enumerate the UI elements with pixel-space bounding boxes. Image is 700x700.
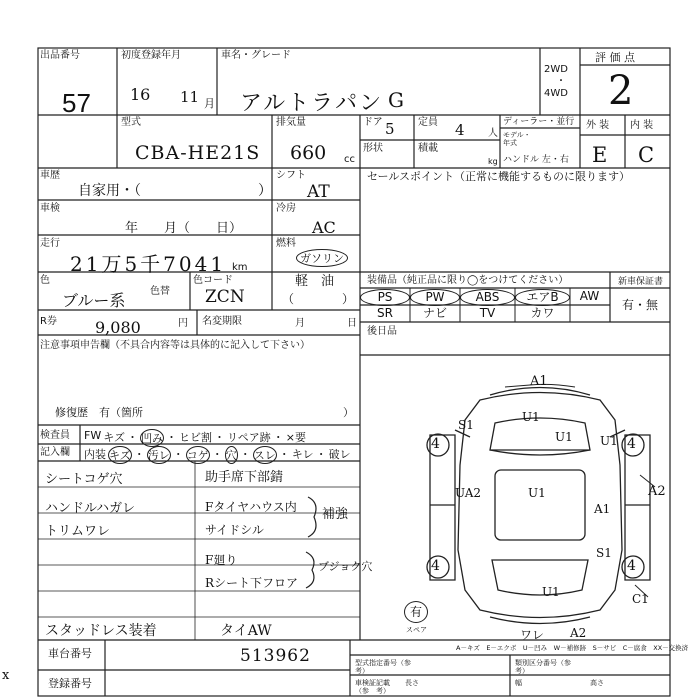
recorder-mark: ・ (172, 448, 184, 461)
equipment-aw: AW (579, 289, 600, 303)
category-label: 類別区分番号（参 考） (515, 659, 578, 675)
shift-value: AT (307, 182, 330, 202)
spare-label: スペア (406, 626, 427, 634)
note-brace (300, 550, 325, 590)
score-label: 評 価 点 (595, 51, 635, 64)
doors-value: 5 (385, 120, 395, 138)
displacement-value: 660 (290, 142, 327, 164)
fuel-diesel: 軽 油 (295, 274, 335, 289)
inspector-mark: ×要 (285, 431, 306, 444)
model-label: 型式 (121, 117, 141, 128)
drive-4wd: 4WD (544, 88, 568, 99)
doors-label: ドア (363, 117, 383, 128)
shift-label: シフト (276, 170, 306, 181)
usage-value: 自家用・（ (78, 183, 141, 199)
inspector-mark: ・ (127, 431, 138, 444)
interior-label: 内 装 (630, 120, 654, 131)
length-label: 長さ (405, 679, 419, 687)
equipment-navi: ナビ (422, 306, 447, 320)
recorder-mark-circled: キズ (108, 446, 132, 464)
diagram-mark: U1 (555, 430, 573, 444)
note-right-7: ブジョク穴 (318, 560, 373, 573)
fuel-label: 燃料 (276, 238, 296, 249)
color-code-label: 色コード (193, 275, 233, 286)
note-right-2: Fタイヤハウス内 (205, 500, 297, 514)
drive-2wd: 2WD (544, 64, 568, 75)
capacity-value: 4 (455, 121, 465, 139)
recorder-label: 記入欄 (40, 447, 70, 458)
equipment-abs: ABS (460, 289, 515, 306)
inspection-date: 年 月（ 日） (125, 221, 243, 236)
handle-label: ハンドル 左・右 (503, 155, 569, 165)
sales-point-label: セールスポイント（正常に機能するものに限ります） (367, 170, 631, 183)
note-line-1: シートコゲ穴 (45, 472, 123, 487)
color-value: ブルー系 (62, 291, 126, 310)
chassis-value: 513962 (240, 646, 311, 666)
equipment-row-1 (360, 289, 609, 306)
diagram-mark-top: A1 (530, 374, 548, 389)
first-registration-label: 初度登録年月 (121, 50, 181, 61)
score-value: 2 (608, 68, 634, 114)
name-change-day: 日 (347, 318, 357, 329)
diagram-mark: S1 (596, 546, 612, 560)
person-label: 人 (488, 128, 498, 139)
cc-label: cc (344, 154, 355, 165)
repair-history-close: ） (343, 406, 354, 419)
recorder-mark: 破レ (328, 448, 351, 461)
diagram-tyre-rr: 4 (627, 558, 636, 574)
lot-number-value: 57 (62, 88, 91, 118)
equipment-pw: PW (410, 289, 460, 306)
color-code-value: ZCN (205, 287, 245, 307)
recorder-mark: ・ (133, 448, 145, 461)
name-change-month: 月 (295, 318, 305, 329)
car-name-label: 車名・グレード (221, 50, 291, 61)
recorder-mark: キレ (291, 448, 314, 461)
note-line-3: トリムワレ (45, 524, 111, 539)
note-right-3: サイドシル (205, 523, 264, 537)
note-right-5: F廻り (205, 553, 238, 567)
legend-text: A－キズ E－エクボ U－凹み W－補修跡 S－サビ C－腐食 XX－交換済 (456, 644, 689, 652)
note-right-1: 助手席下部錆 (205, 470, 284, 485)
capacity-label: 定員 (418, 117, 438, 128)
chassis-label: 車台番号 (48, 647, 92, 660)
exterior-label: 外 装 (586, 120, 610, 131)
km-label: km (232, 262, 248, 273)
diagram-mark: C1 (632, 592, 649, 606)
dealer-label: ディーラー・並行 (503, 117, 575, 127)
repair-history-label: 修復歴 有（箇所 (55, 406, 143, 419)
diagram-mark: U1 (522, 410, 540, 424)
diagram-mark: UA2 (455, 486, 482, 500)
diagram-mark: U1 (542, 585, 560, 599)
inspector-mark: ・ (272, 431, 284, 444)
recorder-mark-circled: コゲ (186, 446, 210, 464)
equipment-leather: カワ (530, 306, 555, 320)
note-line-2: ハンドルハガレ (45, 501, 136, 516)
cooler-value: AC (312, 218, 336, 237)
recorder-mark: ・ (315, 448, 327, 461)
equipment-row-2 (360, 306, 570, 321)
inspector-label: 検査員 (40, 430, 70, 441)
diagram-mark: U1 (600, 434, 618, 448)
lot-number-label: 出品番号 (40, 50, 80, 61)
spare-value: 有 (404, 601, 428, 623)
displacement-label: 排気量 (276, 117, 306, 128)
recorder-marks (84, 446, 351, 464)
inspector-mark-circled: 凹み (140, 429, 164, 447)
recorder-mark: 内装 (84, 448, 106, 461)
recycle-label: R券 (40, 316, 57, 327)
name-change-label: 名変期限 (202, 316, 242, 327)
studless-note: スタッドレス装着 (45, 623, 157, 639)
reg-label: 登録番号 (48, 677, 92, 690)
cert-label: 車検証記載（参 考） (355, 679, 390, 695)
recorder-mark-circled: 汚レ (147, 446, 171, 464)
diagram-tyre-fr: 4 (627, 436, 636, 452)
shape-label: 形状 (363, 143, 383, 154)
usage-close: ） (258, 183, 272, 199)
recorder-mark-circled: 穴 (225, 446, 238, 464)
inspector-mark: ヒビ割 (179, 431, 212, 444)
note-brace (300, 495, 330, 540)
notes-label: 注意事項申告欄（不具合内容等は具体的に記入して下さい） (40, 340, 310, 351)
diagram-mark: U1 (528, 486, 546, 500)
later-install-label: 後日品 (367, 326, 397, 337)
yen-label: 円 (178, 318, 188, 329)
diagram-tyre-rl: 4 (431, 558, 440, 574)
inspector-marks (84, 429, 306, 447)
recorder-mark: ・ (239, 448, 251, 461)
mileage-label: 走行 (40, 238, 60, 249)
exterior-grade: E (592, 143, 608, 167)
note-right-6: Rシート下フロア (205, 576, 299, 590)
inspector-mark: ・ (166, 431, 177, 444)
designation-label: 型式指定番号（参 考） (355, 659, 418, 675)
diagram-tyre-fl: 4 (431, 436, 440, 452)
model-year-label: モデル・年式 (503, 131, 531, 147)
recorder-mark-circled: スレ (253, 446, 277, 464)
margin-mark: x (2, 668, 10, 683)
inspection-label: 車検 (40, 203, 60, 214)
first-registration-year: 16 (130, 85, 151, 104)
equipment-sr: SR (377, 306, 393, 320)
first-registration-month-unit: 月 (204, 97, 215, 110)
mileage-value: 21万5千7041 (70, 252, 227, 276)
kg-label: kg (488, 157, 498, 166)
warranty-label: 新車保証書 (618, 277, 664, 287)
color-change-label: 色替 (150, 286, 170, 297)
equipment-label: 装備品（純正品に限り◯をつけてください） (367, 275, 569, 286)
car-damage-diagram (410, 375, 670, 640)
studless-wheel-note: タイAW (220, 623, 272, 639)
cooler-label: 冷房 (276, 203, 296, 214)
diagram-mark-side: A2 (648, 484, 666, 499)
inspector-mark: リペア跡 (227, 431, 271, 444)
diagram-mark: A2 (570, 626, 587, 640)
warranty-value: 有・無 (622, 298, 659, 312)
fuel-other: （ ） (282, 292, 355, 306)
height-label: 高さ (590, 679, 604, 687)
fuel-gasoline: ガソリン (296, 249, 348, 267)
drive-sep: ・ (556, 76, 566, 87)
inspector-mark: FW (84, 429, 102, 442)
equipment-tv: TV (479, 306, 496, 320)
note-right-4: 補強 (322, 507, 349, 522)
width-label: 幅 (515, 679, 522, 687)
inspector-mark: ・ (214, 431, 225, 444)
interior-grade: C (638, 143, 655, 167)
recorder-mark: ・ (278, 448, 290, 461)
grade-value: G (388, 88, 404, 112)
load-label: 積載 (418, 143, 438, 154)
model-code-value: CBA-HE21S (135, 142, 261, 164)
equipment-airbag: エアB (515, 289, 570, 306)
car-name-value: アルトラパン (240, 91, 384, 116)
recorder-mark: ・ (211, 448, 223, 461)
diagram-mark: S1 (458, 418, 474, 432)
diagram-mark: A1 (594, 502, 611, 516)
recycle-value: 9,080 (95, 318, 141, 337)
inspector-mark: キズ (103, 431, 125, 444)
first-registration-month: 11 (180, 88, 200, 106)
equipment-ps: PS (360, 289, 410, 306)
color-label: 色 (40, 275, 50, 286)
usage-label: 車歴 (40, 170, 60, 181)
diagram-mark: ワレ (520, 628, 545, 642)
